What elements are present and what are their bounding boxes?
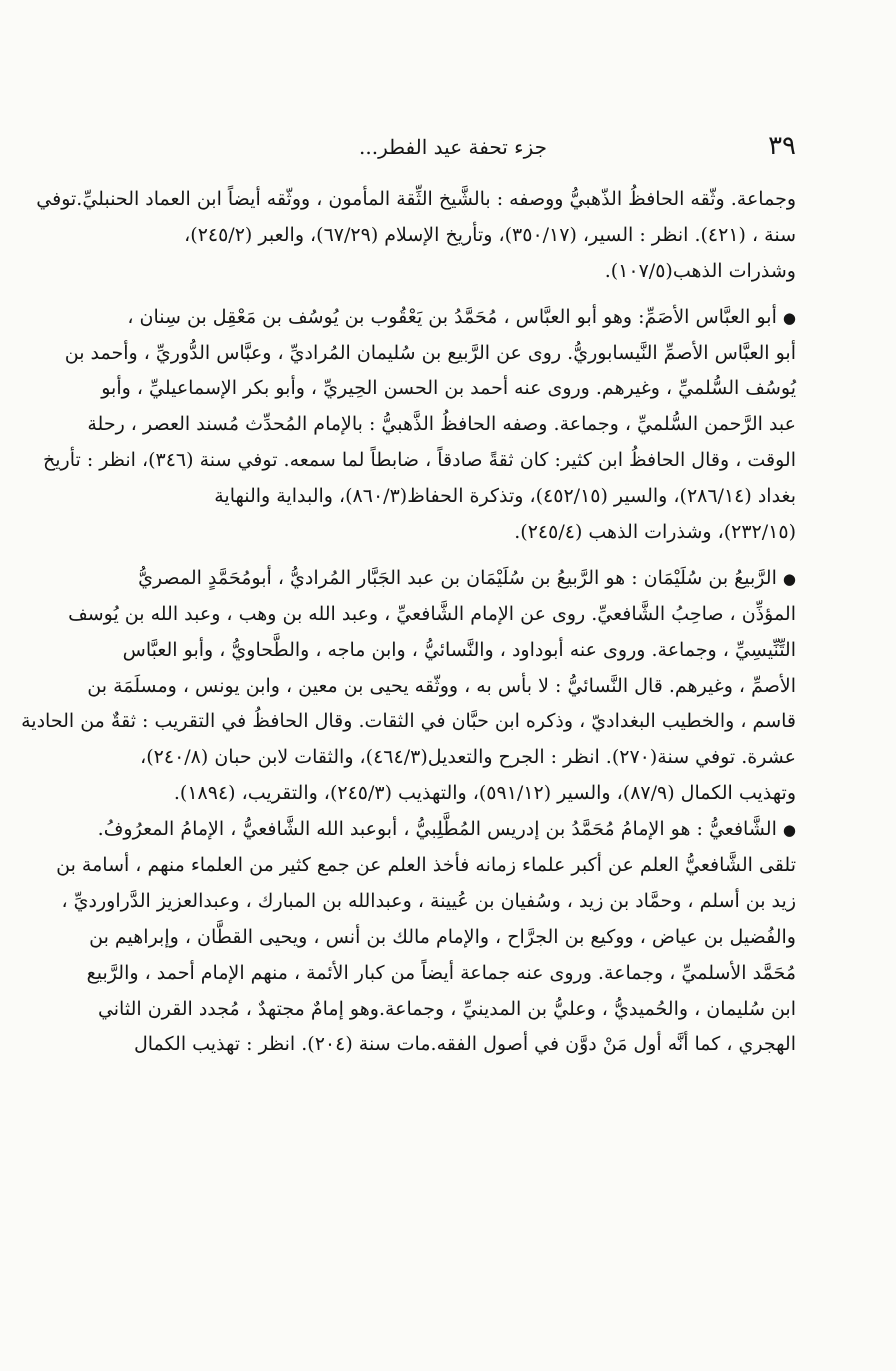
paragraph-al-rabi-ibn-sulayman xyxy=(21,561,796,812)
text-line: وتهذيب الكمال (٨٧/٩)، والسير (٥٩١/١٢)، والتهذيب (٢٤٥/٣)، والتقريب، (١٨٩٤). xyxy=(173,782,796,805)
paragraph-al-shafii xyxy=(56,812,796,1063)
text-line: عبد الرَّحمن السُّلميِّ ، وجماعة. وصفه الحافظُ الذَّهبيُّ : بالإمام المُحدِّث مُسند العصر ، رحلة xyxy=(87,413,796,436)
text-line: ابن سُليمان ، والحُميديُّ ، وعليُّ بن المدينيِّ ، وجماعة.وهو إمامٌ مجتهدٌ ، مُجدد القرن الثاني xyxy=(97,997,796,1020)
text-line xyxy=(110,300,796,336)
text-line xyxy=(97,812,796,848)
text-line: والفُضيل بن عياض ، ووكيع بن الجرَّاح ، والإمام مالك بن أنس ، ويحيى القطَّان ، وإبراهيم بن xyxy=(89,925,796,948)
text-line: (٢٣٢/١٥)، وشذرات الذهب (٢٤٥/٤). xyxy=(514,521,796,544)
text-line: وجماعة. وثّقه الحافظُ الذّهبيُّ ووصفه : بالشَّيخ الثِّقة المأمون ، ووثّقه أيضاً ابن العماد الحنبليِّ.توفي xyxy=(36,188,796,210)
text-line: سنة ، (٤٢١). انظر : السير، (٣٥٠/١٧)، وتأريخ الإسلام (٦٧/٢٩)، والعبر (٢٤٥/٢)، xyxy=(184,223,796,246)
bullet-icon: ● xyxy=(782,569,796,588)
footnote-body xyxy=(21,182,796,1063)
text-line: تلقى الشَّافعيُّ العلم عن أكبر علماء زمانه فأخذ العلم عن جمع كثير من العلماء منهم ، أسامة بن xyxy=(56,854,796,877)
text-line-content: الرَّبيعُ بن سُلَيْمَان : هو الرَّبيعُ بن سُلَيْمَان بن عبد الجَبَّار المُراديُّ ، أبومُحَمَّدٍ المصريُّ xyxy=(138,566,777,589)
text-line: قاسم ، والخطيب البغداديّ ، وذكره ابن حبَّان في الثقات. وقال الحافظُ في التقريب : ثقةٌ من الحادية xyxy=(21,710,796,733)
text-line: يُوسُف السُّلميِّ ، وغيرهم. وروى عنه أحمد بن الحسن الحِيريِّ ، وأبو بكر الإسماعيليِّ ، وأبو xyxy=(101,377,796,400)
paragraph-adh-dhahabi-tail xyxy=(36,182,796,290)
paragraph-abu-al-abbas-al-asamm xyxy=(43,300,796,551)
text-line: الوقت ، وقال الحافظُ ابن كثير: كان ثقةً صادقاً ، ضابطاً لما سمعه. توفي سنة (٣٤٦)، انظر : تأريخ xyxy=(43,449,796,472)
text-line: عشرة. توفي سنة(٢٧٠). انظر : الجرح والتعديل(٤٦٤/٣)، والثقات لابن حبان (٢٤٠/٨)، xyxy=(140,746,796,769)
text-line: زيد بن أسلم ، وحمَّاد بن زيد ، وسُفيان بن عُيينة ، وعبدالله بن المبارك ، وعبدالعزيز الدَّراورديِّ ، xyxy=(61,889,796,912)
running-title: جزء تحفة عيد الفطر... xyxy=(359,135,547,159)
text-line-content: الشَّافعيُّ : هو الإمامُ مُحَمَّدُ بن إدريس المُطَّلِبيُّ ، أبوعبد الله الشَّافعيُّ ، الإمامُ المعرُوفُ. xyxy=(97,818,777,841)
text-line: وشذرات الذهب(١٠٧/٥). xyxy=(604,259,796,282)
bullet-icon: ● xyxy=(782,821,796,840)
page-header xyxy=(110,128,796,168)
text-line: الأصمِّ ، وغيرهم. قال النَّسائيُّ : لا بأس به ، ووثّقه يحيى بن معين ، وابن يونس ، ومسلَمَة بن xyxy=(87,674,796,697)
text-line: أبو العبَّاس الأصمِّ النَّيسابوريُّ. روى عن الرَّبيع بن سُليمان المُراديِّ ، وعبَّاس الدُّوريِّ ، وأحمد بن xyxy=(64,341,796,364)
page-number: ٣٩ xyxy=(768,131,796,161)
text-line xyxy=(110,561,796,597)
text-line: الهجري ، كما أنَّه أول مَنْ دوَّن في أصول الفقه.مات سنة (٢٠٤). انظر : تهذيب الكمال xyxy=(133,1033,796,1056)
bullet-icon: ● xyxy=(782,308,796,327)
text-line: مُحَمَّد الأسلميِّ ، وجماعة. وروى عنه جماعة أيضاً من كبار الأئمة ، منهم الإمام أحمد ، والرَّبيع xyxy=(86,961,796,984)
text-line-content: أبو العبَّاس الأصَمِّ: وهو أبو العبَّاس ، مُحَمَّدُ بن يَعْقُوب بن يُوسُف بن مَعْقِل بن سِنان ، xyxy=(127,305,777,328)
text-line: بغداد (٢٨٦/١٤)، والسير (٤٥٢/١٥)، وتذكرة الحفاظ(٨٦٠/٣)، والبداية والنهاية xyxy=(214,485,796,508)
text-line: التِّنِّيسِيِّ ، وجماعة. وروى عنه أبوداود ، والنَّسائيُّ ، وابن ماجه ، والطَّحاويُّ ، وأبو العبَّاس xyxy=(122,638,796,661)
text-line: المؤذِّن ، صاحِبُ الشَّافعيِّ. روى عن الإمام الشَّافعيِّ ، وعبد الله بن وهب ، وعبد الله بن يُوسف xyxy=(68,602,796,625)
